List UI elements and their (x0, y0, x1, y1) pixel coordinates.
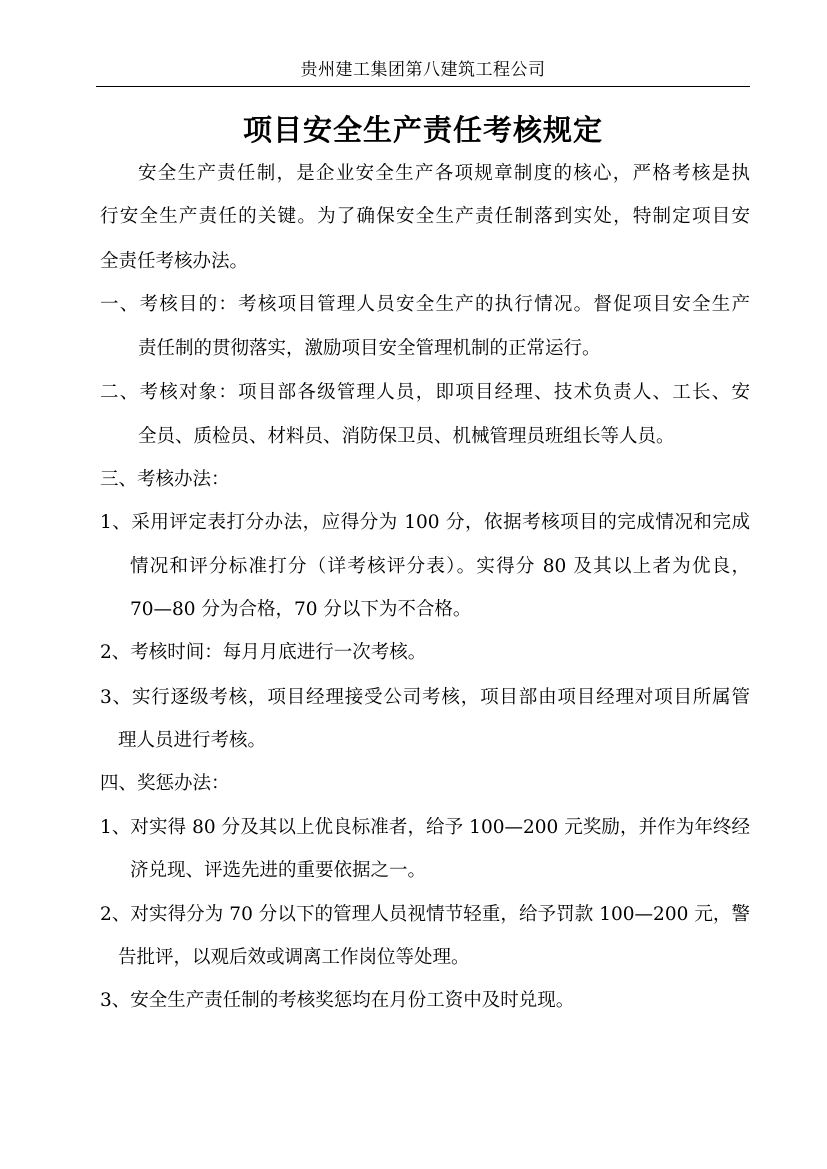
section-3-heading: 三、考核办法： (100, 469, 230, 490)
section-3-item-1-line-1: 1、采用评定表打分办法，应得分为 100 分，依据考核项目的完成情况和完成 (100, 512, 750, 533)
section-4-item-3: 3、安全生产责任制的考核奖惩均在月份工资中及时兑现。 (100, 990, 575, 1011)
document-title: 项目安全生产责任考核规定 (242, 113, 603, 147)
intro-line-3: 全责任考核办法。 (100, 251, 249, 272)
header-divider (96, 86, 750, 87)
section-2-heading: 二、考核对象：项目部各级管理人员，即项目经理、技术负责人、工长、安 (100, 382, 750, 403)
section-4-item-2-line-1: 2、对实得分为 70 分以下的管理人员视情节轻重，给予罚款 100—200 元，警 (100, 904, 750, 925)
page-header-company: 贵州建工集团第八建筑工程公司 (300, 60, 546, 80)
section-3-item-3-line-1: 3、实行逐级考核，项目经理接受公司考核，项目部由项目经理对项目所属管 (100, 687, 750, 708)
section-4-item-1-line-2: 济兑现、评选先进的重要依据之一。 (130, 860, 427, 881)
section-3-item-3-line-2: 理人员进行考核。 (118, 730, 267, 751)
section-2-line-2: 全员、质检员、材料员、消防保卫员、机械管理员班组长等人员。 (138, 426, 675, 447)
section-1-line-2: 责任制的贯彻落实，激励项目安全管理机制的正常运行。 (138, 338, 601, 359)
section-3-item-2: 2、考核时间：每月月底进行一次考核。 (100, 642, 427, 663)
section-4-heading: 四、奖惩办法： (100, 773, 230, 794)
intro-line-2: 行安全生产责任的关键。为了确保安全生产责任制落到实处，特制定项目安 (100, 206, 750, 227)
section-4-item-2-line-2: 告批评，以观后效或调离工作岗位等处理。 (118, 947, 470, 968)
section-3-item-1-line-2: 情况和评分标准打分（详考核评分表）。实得分 80 及其以上者为优良， (130, 556, 750, 577)
section-3-item-1-line-3: 70—80 分为合格，70 分以下为不合格。 (130, 599, 472, 620)
section-4-item-1-line-1: 1、对实得 80 分及其以上优良标准者，给予 100—200 元奖励，并作为年终经 (100, 817, 750, 838)
section-1-heading: 一、考核目的：考核项目管理人员安全生产的执行情况。督促项目安全生产 (100, 294, 750, 315)
intro-line-1: 安全生产责任制，是企业安全生产各项规章制度的核心，严格考核是执 (138, 163, 750, 184)
